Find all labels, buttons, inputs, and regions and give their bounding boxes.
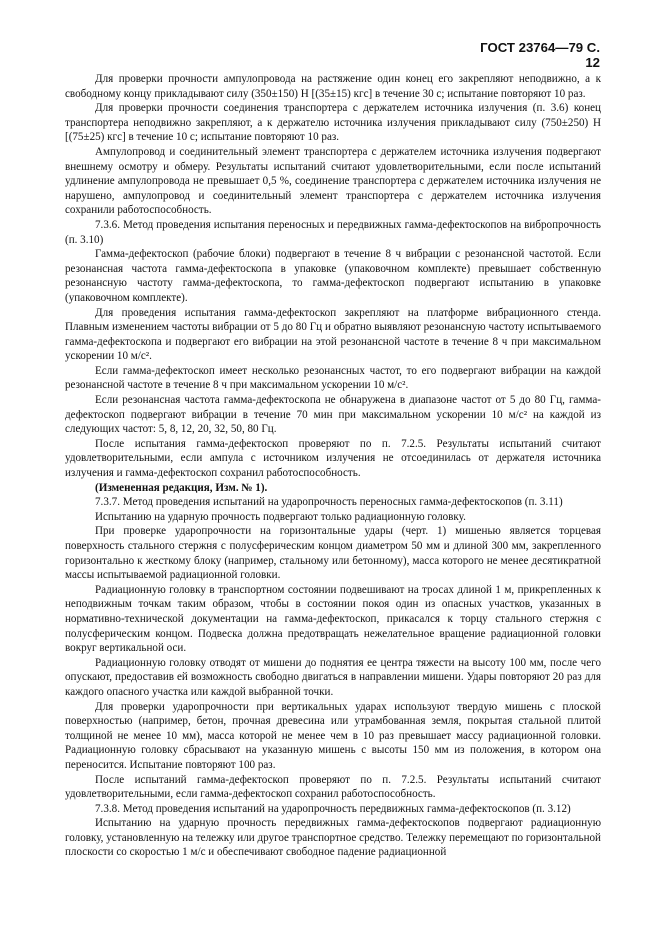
amendment-note: (Измененная редакция, Изм. № 1). (95, 481, 268, 494)
paragraph: Для проверки ударопрочности при вертикальных ударах используют твердую мишень с плоской поверхностью (например, бетон, прочная древесина или утрамбованная земля, покрытая стальной плитой толщиной не менее 10 мм), масса которой не менее чем в 10 раз превышает массу радиационной головки. Радиационную головку сбрасывают на указанную мишень с высоты 150 мм из положения, в котором она переносится. Испытание повторяют 100 раз. (65, 700, 601, 771)
paragraph: Для проверки прочности соединения транспортера с держателем источника излучения (п. 3.6) конец транспортера неподвижно закрепляют, а к держателю источника излучения прикладывают силу (750±250) Н [(75±25) кгс] в течение 10 с; испытание повторяют 10 раз. (65, 102, 601, 144)
paragraph: Испытанию на ударную прочность подвергают только радиационную головку. (95, 510, 466, 523)
paragraph: Если резонансная частота гамма-дефектоскопа не обнаружена в диапазоне частот от 5 до 80 Гц, гамма-дефектоскоп подвергают вибрации в течение 70 мин при максимальном ускорении 10 м/с² на каждой из следующих частот: 5, 8, 12, 20, 32, 50, 80 Гц. (65, 394, 601, 436)
paragraph: После испытания гамма-дефектоскоп проверяют по п. 7.2.5. Результаты испытаний считают удовлетворительными, если ампула с источником излучения не отсоединилась от держателя источника излучения и гамма-дефектоскоп сохранил работоспособность. (65, 437, 601, 480)
paragraph: Если гамма-дефектоскоп имеет несколько резонансных частот, то его подвергают вибрации на каждой резонансной частоте в течение 8 ч при максимальном ускорении 10 м/с². (65, 364, 601, 392)
paragraph: При проверке ударопрочности на горизонтальные удары (черт. 1) мишенью является торцевая поверхность стального стержня с полусферическим концом диаметром 50 мм и длиной 300 мм, закрепленного горизонтально к жесткому блоку (например, стальному или бетонному), масса которого не менее десятикратной массы испытываемой радиационной головки. (65, 525, 601, 582)
paragraph: Для проведения испытания гамма-дефектоскоп закрепляют на платформе вибрационного стенда. Плавным изменением частоты вибрации от 5 до 80 Гц и обратно выявляют резонансную частоту испытываемого гамма-дефектоскопа и подвергают его вибрации на этой резонансной частоте в течение 8 ч при максимальном ускорении 10 м/с². (65, 306, 601, 363)
section-heading: 7.3.8. Метод проведения испытаний на ударопрочность передвижных гамма-дефектоскопов (п. 3.12) (95, 802, 571, 815)
paragraph: Для проверки прочности ампулопровода на растяжение один конец его закрепляют неподвижно, а к свободному концу прикладывают силу (350±150) Н [(35±15) кгс] в течение 30 с; испытание повторяют 10 раз. (65, 73, 601, 100)
paragraph: Радиационную головку в транспортном состоянии подвешивают на тросах длиной 1 м, прикрепленных к неподвижным точкам таким образом, чтобы в состоянии покоя один из опасных участков, указанных в нормативно-технической документации на гамма-дефектоскоп, прикасался к торцу стального стержня с полусферическим концом. Подвеска должна предотвращать нежелательное вращение радиационной головки вокруг вертикальной оси. (65, 583, 601, 655)
paragraph: Радиационную головку отводят от мишени до поднятия ее центра тяжести на высоту 100 мм, после чего опускают, предоставив ей возможность свободно двигаться в направлении мишени. Удары повторяют 20 раз для каждого опасного участка или каждой выбранной точки. (65, 656, 601, 698)
document-body (65, 72, 601, 860)
paragraph: Гамма-дефектоскоп (рабочие блоки) подвергают в течение 8 ч вибрации с резонансной частотой. Если резонансная частота гамма-дефектоскопа в упаковке (упаковочном комплекте) превышает собственную резонансную частоту гамма-дефектоскопа, то гамма-дефектоскоп подвергают испытанию в упаковке (упаковочном комплекте). (65, 248, 601, 304)
section-heading: 7.3.7. Метод проведения испытаний на ударопрочность переносных гамма-дефектоскопов (п. 3.11) (95, 496, 563, 509)
paragraph: Ампулопровод и соединительный элемент транспортера с держателем источника излучения подвергают внешнему осмотру и обмеру. Результаты испытаний считают удовлетворительными, если после испытаний удлинение ампулопровода не превышает 0,5 %, соединение транспортера с держателем источника излучения не нарушено, ампулопровод и соединительный элемент транспортера с держателем источника излучения сохранили работоспособность. (65, 145, 601, 217)
page-header: ГОСТ 23764—79 С. 12 (480, 40, 600, 70)
paragraph: После испытаний гамма-дефектоскоп проверяют по п. 7.2.5. Результаты испытаний считают удовлетворительными, если гамма-дефектоскоп сохранил работоспособность. (65, 773, 601, 801)
paragraph: Испытанию на ударную прочность передвижных гамма-дефектоскопов подвергают радиационную головку, установленную на тележку или другое транспортное средство. Тележку перемещают по горизонтальной плоскости со скоростью 1 м/с и обеспечивают свободное падение радиационной (65, 817, 601, 859)
section-heading: 7.3.6. Метод проведения испытания переносных и передвижных гамма-дефектоскопов на вибропрочность (п. 3.10) (65, 218, 601, 246)
